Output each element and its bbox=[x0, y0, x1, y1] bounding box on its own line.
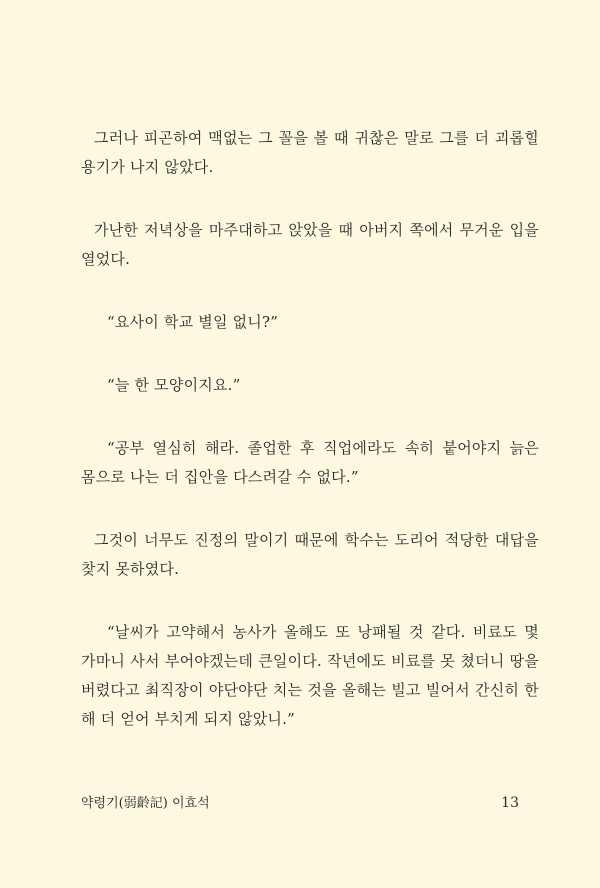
paragraph-4: “늘 한 모양이지요.” bbox=[107, 376, 241, 394]
paragraph-7: “날씨가 고약해서 농사가 올해도 또 낭패될 것 같다. 비료도 몇 가마니 사서 부어야겠는데 큰일이다. 작년에도 비료를 못 쳤더니 땅을 버렸다고 최직장이 야단야단 치는 것을 올해는 빌고 빌어서 간신히 한 해 더 얻어 부치게 되지 않았니.” bbox=[81, 623, 539, 728]
footer-book-title: 약령기(弱齡記) 이효석 bbox=[81, 796, 210, 811]
page-number: 13 bbox=[501, 795, 519, 811]
paragraph-3: “요사이 학교 별일 없니?” bbox=[107, 313, 279, 331]
page-footer bbox=[81, 792, 519, 811]
paragraph-1: 그러나 피곤하여 맥없는 그 꼴을 볼 때 귀찮은 말로 그를 더 괴롭힐 용기가 나지 않았다. bbox=[81, 129, 539, 176]
body-text bbox=[81, 124, 539, 768]
paragraph-2: 가난한 저녁상을 마주대하고 앉았을 때 아버지 쪽에서 무거운 입을 열었다. bbox=[81, 221, 539, 268]
paragraph-5: “공부 열심히 해라. 졸업한 후 직업에라도 속히 붙어야지 늙은 몸으로 나는 더 집안을 다스려갈 수 없다.” bbox=[81, 439, 539, 486]
paragraph-6: 그것이 너무도 진정의 말이기 때문에 학수는 도리어 적당한 대답을 찾지 못하였다. bbox=[81, 531, 539, 578]
